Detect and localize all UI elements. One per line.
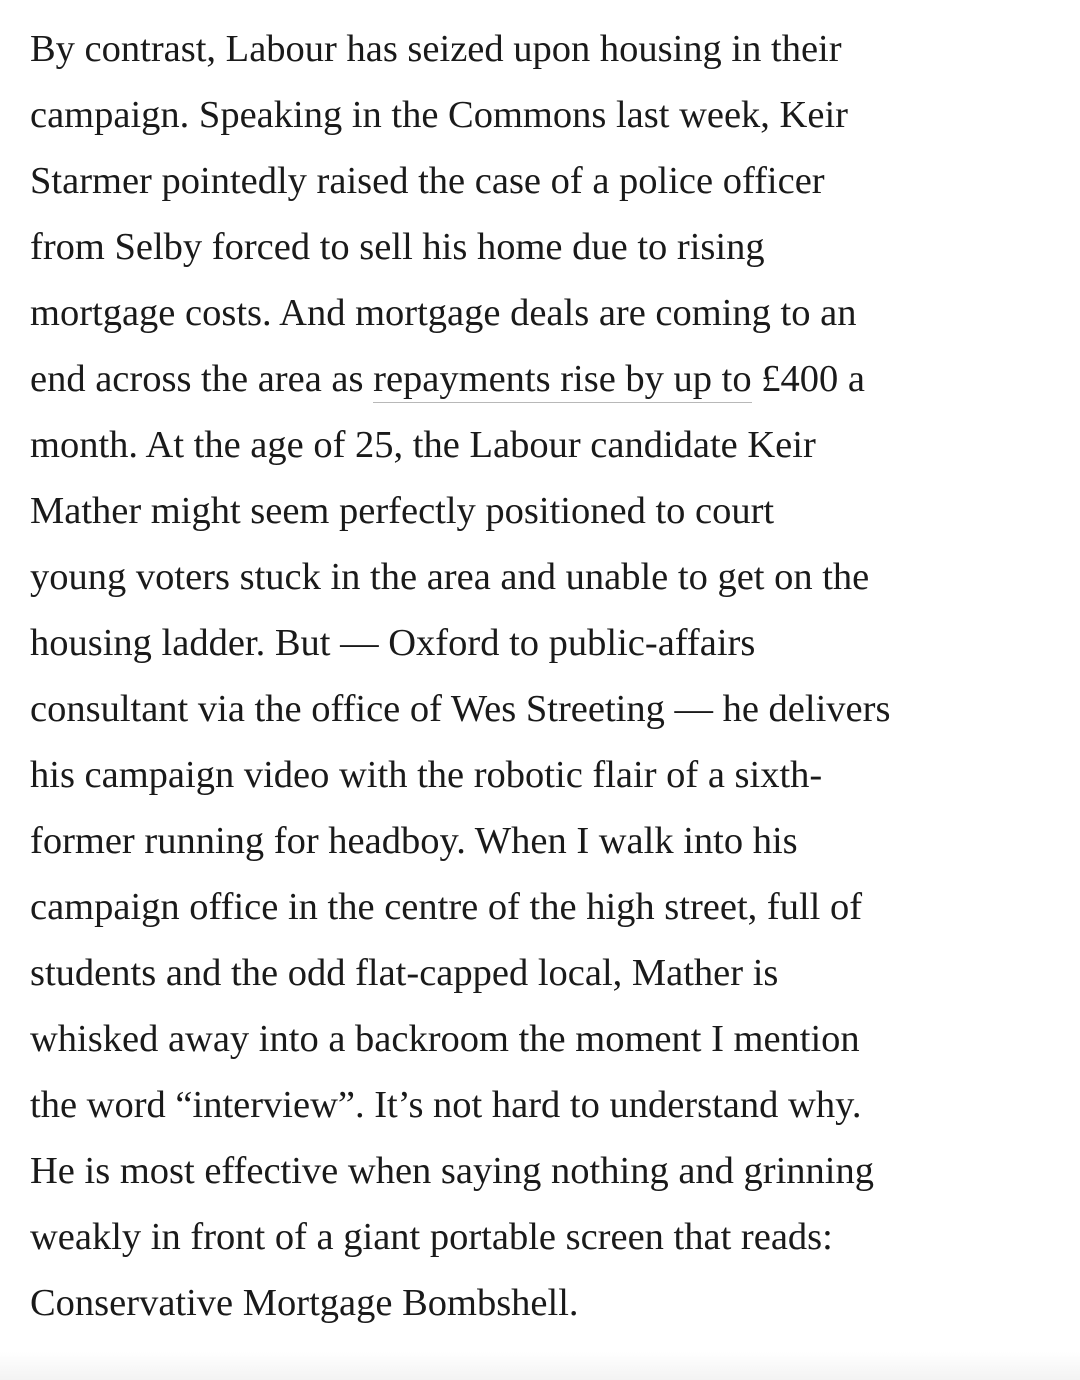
paragraph-line: whisked away into a backroom the moment I mention <box>30 1018 860 1060</box>
paragraph-line: young voters stuck in the area and unable to get on the <box>30 556 870 598</box>
paragraph-line: Mather might seem perfectly positioned to court <box>30 490 775 532</box>
paragraph-line: consultant via the office of Wes Streeting — he delivers <box>30 688 891 730</box>
paragraph-line: from Selby forced to sell his home due to rising <box>30 226 765 268</box>
paragraph-line: students and the odd flat-capped local, Mather is <box>30 952 779 994</box>
line-text-before-link: end across the area as <box>30 358 374 400</box>
bottom-edge-shade <box>0 1352 1080 1380</box>
paragraph-line: month. At the age of 25, the Labour candidate Keir <box>30 424 816 466</box>
paragraph-line: former running for headboy. When I walk into his <box>30 820 798 862</box>
paragraph-line: Starmer pointedly raised the case of a police officer <box>30 160 825 202</box>
paragraph-line: campaign office in the centre of the high street, full of <box>30 886 863 928</box>
paragraph-line-with-link <box>30 346 1070 412</box>
paragraph-line: his campaign video with the robotic flair of a sixth- <box>30 754 823 796</box>
paragraph-line: housing ladder. But — Oxford to public-affairs <box>30 622 756 664</box>
paragraph-line: weakly in front of a giant portable screen that reads: <box>30 1216 833 1258</box>
repayments-article-link[interactable]: repayments rise by up to <box>373 358 752 403</box>
paragraph-line: Conservative Mortgage Bombshell. <box>30 1282 579 1324</box>
paragraph-line: campaign. Speaking in the Commons last week, Keir <box>30 94 848 136</box>
line-text-after-link: £400 a <box>751 358 865 400</box>
paragraph-line: the word “interview”. It’s not hard to understand why. <box>30 1084 862 1126</box>
paragraph-line: He is most effective when saying nothing and grinning <box>30 1150 874 1192</box>
paragraph-line: mortgage costs. And mortgage deals are coming to an <box>30 292 857 334</box>
paragraph-line: By contrast, Labour has seized upon housing in their <box>30 28 842 70</box>
article-paragraph <box>30 16 1070 1336</box>
